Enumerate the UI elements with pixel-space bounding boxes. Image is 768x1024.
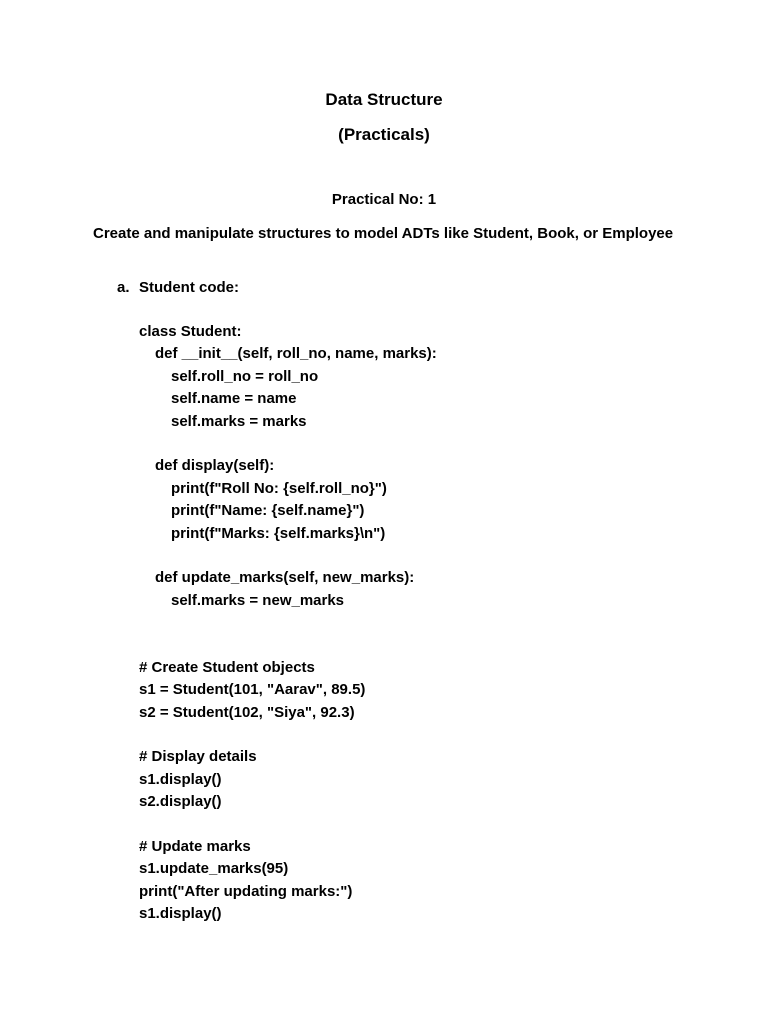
code-line: self.name = name: [171, 390, 297, 408]
code-comment: # Update marks: [139, 837, 251, 855]
document-subtitle: (Practicals): [338, 125, 430, 144]
code-line: def update_marks(self, new_marks):: [155, 569, 415, 587]
code-comment: # Create Student objects: [139, 658, 315, 676]
code-line-blank: [139, 612, 699, 634]
code-line: print(f"Marks: {self.marks}\n"): [171, 524, 386, 542]
code-line-blank: [139, 634, 699, 656]
code-line-blank: [139, 433, 699, 455]
code-line: s1.display(): [139, 770, 222, 788]
code-line: print("After updating marks:"): [139, 882, 353, 900]
practical-aim: Create and manipulate structures to model ADTs like Student, Book, or Employee: [93, 225, 674, 242]
code-line: s1.display(): [139, 905, 222, 923]
code-line-blank: [139, 814, 699, 836]
code-line: self.marks = new_marks: [171, 591, 345, 609]
document-title: Data Structure: [325, 90, 443, 109]
code-line: self.roll_no = roll_no: [171, 367, 319, 385]
code-line: s1.update_marks(95): [139, 860, 289, 878]
list-item-label: Student code:: [139, 279, 239, 296]
code-block: [139, 321, 699, 926]
list-item-student-code: [117, 277, 239, 299]
code-line-blank: [139, 724, 699, 746]
code-line: def display(self):: [155, 457, 275, 475]
code-line-blank: [139, 545, 699, 567]
code-line: def __init__(self, roll_no, name, marks):: [155, 345, 437, 363]
code-comment: # Display details: [139, 748, 257, 766]
code-line: self.marks = marks: [171, 412, 307, 430]
practical-number: Practical No: 1: [331, 191, 437, 208]
list-item-marker: a.: [117, 279, 130, 296]
code-line: s1 = Student(101, "Aarav", 89.5): [139, 681, 366, 699]
code-line: print(f"Name: {self.name}"): [171, 502, 365, 520]
code-line: print(f"Roll No: {self.roll_no}"): [171, 479, 387, 497]
code-line: class Student:: [139, 323, 242, 340]
code-line: s2 = Student(102, "Siya", 92.3): [139, 703, 355, 721]
code-line: s2.display(): [139, 793, 222, 811]
